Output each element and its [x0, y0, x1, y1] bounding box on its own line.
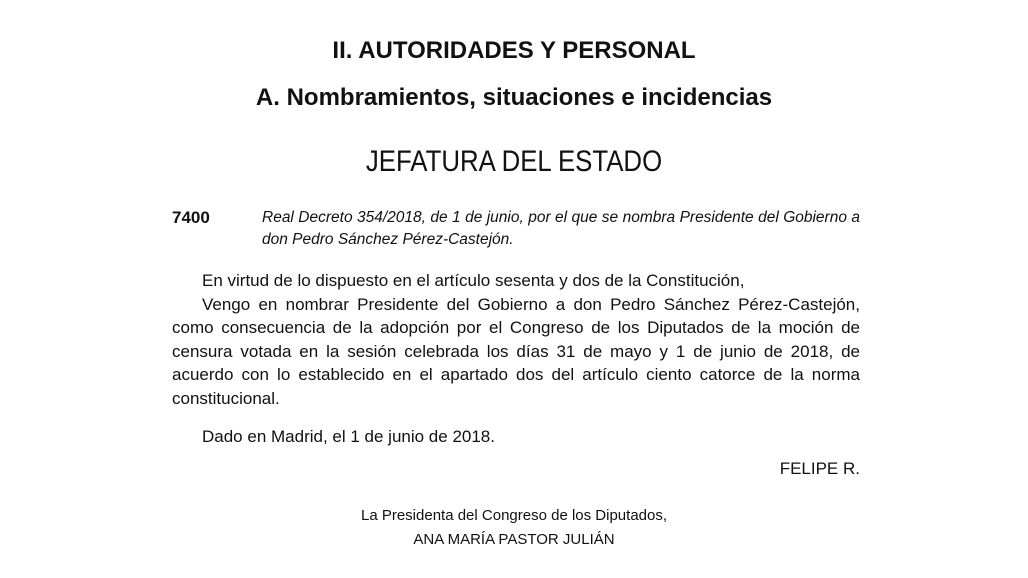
countersign-title: La Presidenta del Congreso de los Diputados, — [360, 507, 668, 524]
body-paragraph-2: Vengo en nombrar Presidente del Gobierno a don Pedro Sánchez Pérez-Castejón, como consecuencia de la adopción por el Congreso de los Diputados de la moción de censura votada en la sesión celebrada los días 31 de mayo y 1 de junio de 2018, de acuerdo con lo establecido en el apartado dos del artículo ciento catorce de la norma constitucional. — [172, 294, 860, 408]
countersign-name: ANA MARÍA PASTOR JULIÁN — [413, 531, 615, 548]
organization-heading: JEFATURA DEL ESTADO — [365, 145, 663, 178]
decree-body — [172, 269, 860, 410]
entry-number: 7400 — [172, 208, 210, 227]
date-line: Dado en Madrid, el 1 de junio de 2018. — [202, 427, 495, 446]
entry-summary: Real Decreto 354/2018, de 1 de junio, por el que se nombra Presidente del Gobierno a don Pedro Sánchez Pérez-Castejón. — [262, 209, 860, 248]
subsection-heading: A. Nombramientos, situaciones e incidencias — [255, 84, 773, 111]
body-paragraph-1: En virtud de lo dispuesto en el artículo sesenta y dos de la Constitución, — [202, 271, 745, 290]
section-heading: II. AUTORIDADES Y PERSONAL — [332, 37, 696, 64]
king-signature: FELIPE R. — [779, 459, 860, 478]
countersignature — [0, 504, 1028, 552]
